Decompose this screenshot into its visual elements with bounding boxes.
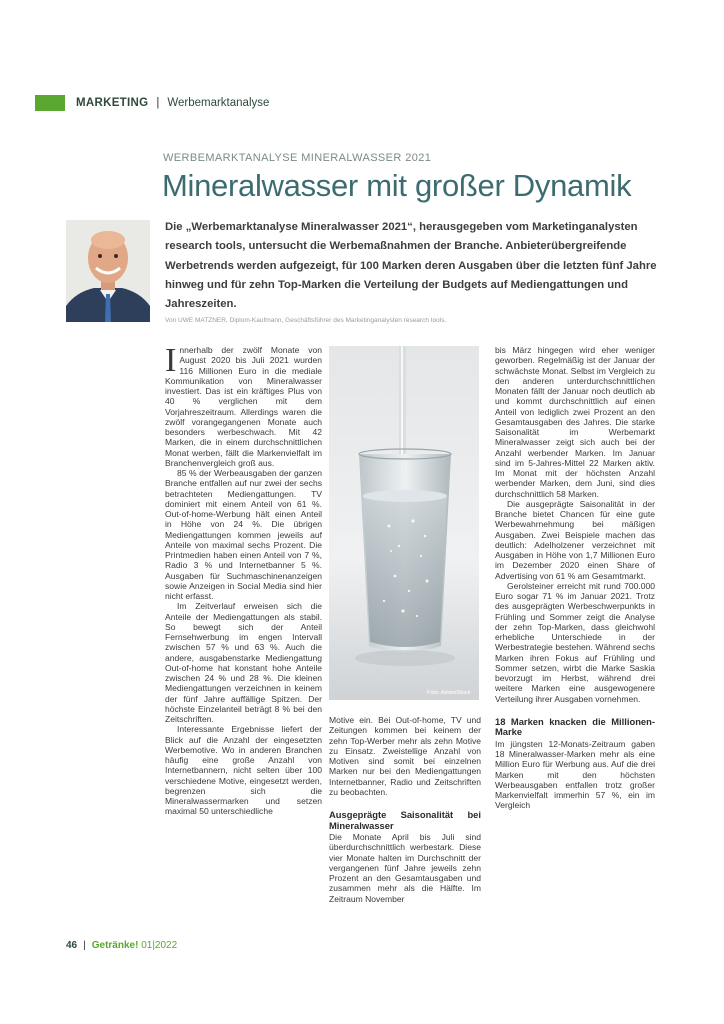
text-column-2: [329, 715, 481, 904]
section-label: MARKETING: [76, 97, 149, 109]
paragraph: Interessante Ergebnisse liefert der Blick auf die Anzahl der eingesetzten Werbemotive. Wo in anderen Branchen häufig eine große Anzahl von Internetbannern, nicht selten über 100 verschiedene Motive, eingesetzt werden, begrenzen sich die Mineralwassermarken und setzen maximal 50 unterschiedliche: [165, 724, 322, 817]
subsection-label: Werbemarktanalyse: [167, 97, 270, 109]
section-color-bar: [35, 95, 65, 111]
subheading: Ausgeprägte Saisonalität bei Mineralwasser: [329, 809, 481, 831]
paragraph: Motive ein. Bei Out-of-home, TV und Zeitungen kommen bei keinem der zehn Top-Werber mehr als zehn Motive zu Einsatz. Zweistellige Anzahl von Motiven sind somit bei einzelnen Marken nur bei den Mediengattungen Internetbanner, Radio und Zeitschriften zu beobachten.: [329, 715, 481, 797]
paragraph: Die Monate April bis Juli sind überdurchschnittlich werbestark. Diese vier Monate halten im Durchschnitt der vergangenen fünf Jahre jeweils zehn Prozent an den Gesamtausgaben und zusammen mehr als die Hälfte. Im Zeitraum November: [329, 832, 481, 904]
text-column-1: [165, 342, 322, 817]
drop-cap: I: [165, 342, 177, 379]
paragraph: Im Zeitverlauf erweisen sich die Anteile der Mediengattungen als stabil. So bewegt sich der Anteil Fernsehwerbung im engen Intervall zwischen 57 % und 63 %. Auch die andere, ausgabenstarke Mediengattung Out-of-home hat konstant hohe Anteile zwischen 24 % und 28 %. Die kleinen Mediengattungen verzeichnen in keinem der fünf Jahre auffällige Spitzen. Der höchste Einzelanteil beträgt 8 % bei den Zeitschriften.: [165, 601, 322, 724]
article-kicker: WERBEMARKTANALYSE MINERALWASSER 2021: [163, 152, 432, 164]
paragraph: Gerolsteiner erreicht mit rund 700.000 Euro sogar 71 % im Januar 2021. Trotz des ausgeprägten Werbeschwerpunkts in Frühling und Sommer zeigt die Analyse der zehn Top-Marken, dass gleichwohl erhebliche Unterschiede in der Werbestrategie bestehen. Während sechs Marken ihren Fokus auf Frühling und Sommer setzen, wirbt die Marke Saskia bevorzugt im Herbst, während drei weitere Marken eine ausgewogenere Verteilung ihrer Ausgaben vornehmen.: [495, 580, 655, 704]
paragraph: Im jüngsten 12-Monats-Zeitraum gaben 18 Mineralwasser-Marken mehr als eine Million Euro für Werbung aus. Auf die drei Marken mit den höchsten Werbeausgaben entfallen trotz großer Markenvielfalt immerhin 57 %, ein im Vergleich: [495, 738, 655, 811]
photo-image: [329, 346, 479, 700]
magazine-name: Getränke!: [91, 940, 139, 951]
section-header: [76, 95, 269, 111]
author-portrait: [66, 220, 150, 322]
page-number: 46: [66, 940, 78, 951]
paragraph-text: nnerhalb der zwölf Monate von August 2020 bis Juli 2021 wurden 116 Millionen Euro in die mediale Kommunikation von Mineralwasser investiert. Das ist ein kräftiges Plus von 40 % verglichen mit dem Vorjahreszeitraum. Allerdings waren die zwölf vorangegangenen Monate auch besonders werbeschwach. Mit 42 Marken, die in einem durchschnittlichen Monat werben, fällt die Markenvielfalt im Branchenvergleich groß aus.: [165, 345, 322, 468]
photo-credit: Foto: AdobeStock: [427, 690, 471, 696]
page-footer: [66, 939, 177, 953]
article-lead: Die „Werbemarktanalyse Mineralwasser 2021“, herausgegeben vom Marketinganalysten research tools, untersucht die Werbemaßnahmen der Branche. Anbieterübergreifende Werbetrends werden aufgezeigt, für 100 Marken deren Ausgaben über die letzten fünf Jahre hinweg und für zehn Top-Marken die Verteilung der Budgets auf Mediengattungen und Jahreszeiten.: [165, 221, 657, 311]
footer-separator: |: [83, 940, 86, 951]
issue-label: 01|2022: [141, 940, 178, 951]
article-title: Mineralwasser mit großer Dynamik: [162, 168, 632, 203]
portrait-image: [66, 220, 150, 322]
paragraph: [165, 342, 322, 468]
paragraph: bis März hingegen wird eher weniger geworben. Regelmäßig ist der Januar der schwächste Monat. Selbst im Vergleich zu den anderen unterdurchschnittlichen Monaten fällt der Januar noch deutlich ab und kommt durchschnittlich auf einen Anteil von lediglich zwei Prozent an den Gesamtausgaben des Jahres. Die starke Saisonalität im Werbemarkt Mineralwasser zeigt sich auch bei der Anzahl werbender Marken. Im Januar sind im 5-Jahres-Mittel 22 Marken aktiv. Im Monat mit der höchsten Anzahl werbender Marken, dem Juni, sind dies durchschnittlich 58 Marken.: [495, 345, 655, 499]
subheading: 18 Marken knacken die Millionen-Marke: [495, 715, 655, 738]
section-separator: |: [156, 97, 160, 109]
paragraph: 85 % der Werbeausgaben der ganzen Branche entfallen auf nur zwei der sechs betrachteten Mediengattungen. TV dominiert mit einem Anteil von 61 %. Out-of-home-Werbung hält einen Anteil in Höhe von 24 %. Die übrigen Mediengattungen kommen jeweils auf Anteile von maximal sechs Prozent. Die Printmedien haben einen Anteil von 7 %, Radio 3 % und Internetbanner 5 %. Ausgaben für Suchmaschinenanzeigen sowie Anzeigen in Social Media sind hier nicht erfasst.: [165, 468, 322, 601]
text-column-3: [495, 345, 655, 811]
article-byline: Von UWE MATZNER, Diplom-Kaufmann, Geschäftsführer des Marketinganalysten research tools.: [165, 317, 447, 324]
paragraph: Die ausgeprägte Saisonalität in der Branche bietet Chancen für eine gute Werbewahrnehmung bei mäßigen Ausgaben. Zwei Beispiele machen das deutlich: Adelholzener verzeichnet mit Ausgaben in Höhe von 1,7 Millionen Euro im Dezember 2020 einen Share of Advertising von 61 % am Gesamtmarkt.: [495, 498, 655, 581]
water-glass-photo: [329, 346, 479, 700]
